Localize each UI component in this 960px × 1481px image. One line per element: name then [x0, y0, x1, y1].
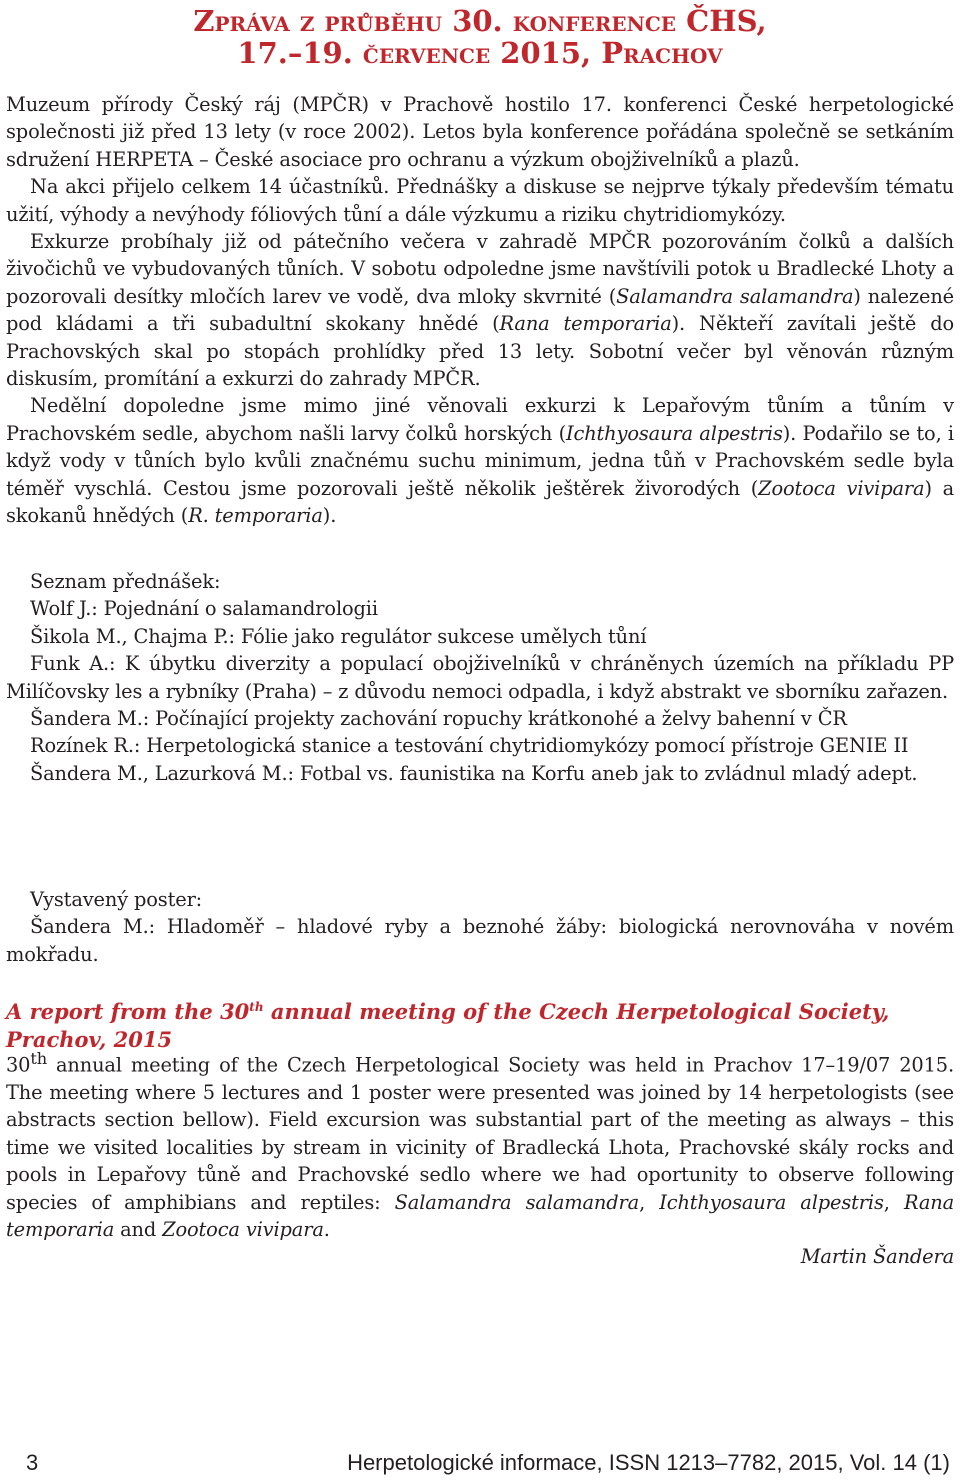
poster-item: Šandera M.: Hladoměř – hladové ryby a beznohé žáby: biologická nerovnováha v novém mokřadu. [6, 915, 954, 966]
text-run: ). Někteří zavítali ještě do Prachovských skal po stopách prohlídky před 13 lety. Sobotní večer byl věnován různým diskusím, promítání a exkurzi do zahrady MPČR. [6, 312, 954, 391]
english-summary [6, 1045, 954, 1271]
superscript: th [30, 1049, 47, 1068]
lecture-item: Šandera M., Lazurková M.: Fotbal vs. faunistika na Korfu aneb jak to zvládnul mladý adept. [30, 761, 918, 785]
poster-section [6, 886, 954, 968]
journal-citation: Herpetologické informace, ISSN 1213–7782, 2015, Vol. 14 (1) [347, 1450, 950, 1475]
text-run: , [883, 1190, 904, 1214]
english-paragraph [6, 1045, 954, 1243]
title-line-2: 17.–19. července 2015, Prachov [237, 36, 723, 70]
author-signature: Martin Šandera [800, 1245, 954, 1269]
text-run: . [323, 1217, 330, 1241]
text-run: 30 [6, 1053, 31, 1077]
lecture-item: Funk A.: K úbytku diverzity a populací obojživelníků v chráněnych územích na příkladu PP Milíčovsky les a rybníky (Praha) – z důvodu nemoci odpadla, i když abstrakt ve sborníku zařazen. [6, 652, 954, 703]
intro-paragraph-2: Na akci přijelo celkem 14 účastníků. Přednášky a diskuse se nejprve týkaly především tématu užití, výhody a nevýhody fóliových tůní a dále výzkumu a riziku chytridiomykózy. [6, 175, 954, 226]
superscript: th [249, 1000, 264, 1014]
poster-heading: Vystavený poster: [30, 888, 203, 911]
czech-report-body [6, 91, 954, 530]
species-name: Rana temporaria [6, 1190, 954, 1241]
page-footer [0, 1448, 960, 1478]
page-number: 3 [26, 1450, 39, 1475]
lecture-list-heading: Seznam přednášek: [30, 570, 221, 593]
species-name: Salamandra salamandra [616, 284, 854, 308]
lecture-list [6, 568, 954, 787]
lecture-item: Wolf J.: Pojednání o salamandrologii [30, 597, 378, 621]
text-run: Nedělní dopoledne jsme mimo jiné věnovali exkurzi k Lepařovým tůním a tůním v Prachovském sedle, abychom našli larvy čolků horských ( [6, 394, 954, 445]
text-run: ). Podařilo se to, i když vody v tůních bylo kvůli značnému suchu minimum, jedna tůň v Prachovském sedle byla téměř vyschlá. Cestou jsme pozorovali ještě několik ještěrek živorodých ( [6, 421, 954, 500]
text-run: Exkurze probíhaly již od pátečního večera v zahradě MPČR pozorováním čolků a dalších živočichů ve vybudovaných tůních. V sobotu odpoledne jsme navštívili potok u Bradlecké Lhoty a pozorovali desítky mločích larev ve vodě, dva mloky skvrnité ( [6, 230, 954, 308]
text-run: , [639, 1190, 660, 1214]
text-run: ). [322, 504, 337, 528]
species-name: Zootoca vivipara [162, 1217, 324, 1241]
species-name: Ichthyosaura alpestris [565, 421, 783, 445]
text-run: annual meeting of the Czech Herpetological Society was held in Prachov 17–19/07 2015. The meeting where 5 lectures and 1 poster were presented was joined by 14 herpetologists (see abstracts section bellow). Field excursion was substantial part of the meeting as always – this time we visited localities by stream in vicinity of Bradlecká Lhota, Prachovské skály rocks and pools in Lepařovy tůně and Prachovské sedlo where we had oportunity to observe following species of amphibians and reptiles: [6, 1053, 954, 1214]
species-name: Ichthyosaura alpestris [659, 1190, 884, 1214]
text-run: and [114, 1217, 163, 1241]
intro-paragraph-3 [6, 228, 954, 392]
text-run: ) a skokanů hnědých ( [6, 476, 954, 528]
intro-paragraph-1: Muzeum přírody Český ráj (MPČR) v Prachově hostilo 17. konferenci České herpetologické společnosti již před 13 lety (v roce 2002). Letos byla konference pořádána společně se setkáním sdružení HERPETA – České asociace pro ochranu a výzkum obojživelníků a plazů. [6, 93, 954, 171]
text-run: A report from the 30 [6, 999, 250, 1024]
species-name: Rana temporaria [499, 312, 672, 336]
lecture-item: Rozínek R.: Herpetologická stanice a testování chytridiomykózy pomocí přístroje GENIE II [30, 734, 909, 758]
lecture-item: Šandera M.: Počínající projekty zachování ropuchy krátkonohé a želvy bahenní v ČR [30, 707, 847, 731]
lecture-item: Šikola M., Chajma P.: Fólie jako regulátor sukcese umělych tůní [30, 624, 647, 648]
intro-paragraph-4 [6, 392, 954, 529]
species-name: Salamandra salamandra [394, 1190, 640, 1214]
text-run: annual meeting of the Czech Herpetological Society, Prachov, 2015 [6, 999, 890, 1052]
species-name: Zootoca vivipara [758, 476, 925, 500]
title-line-1: Zpráva z průběhu 30. konference ČHS, [193, 4, 767, 38]
species-name: R. temporaria [188, 504, 323, 528]
text-run: ) nalezené pod kládami a tři subadultní skokany hnědé ( [6, 284, 954, 336]
